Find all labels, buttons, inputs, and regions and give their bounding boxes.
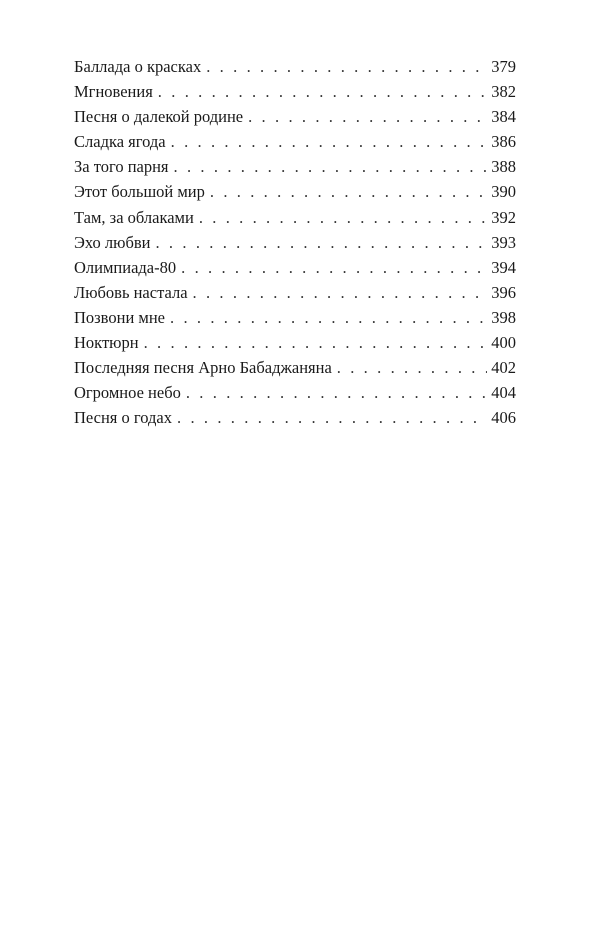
toc-entry	[74, 179, 516, 204]
toc-entry-page: 404	[491, 383, 516, 403]
toc-entry-page: 393	[491, 232, 516, 252]
toc-entry-title: Баллада о красках	[74, 57, 202, 76]
toc-entry-title: Мгновения	[74, 82, 153, 102]
toc-entry	[74, 129, 516, 154]
toc-entry-page: 382	[491, 82, 516, 102]
toc-dot-leader	[193, 280, 488, 305]
toc-dot-leader	[170, 305, 487, 330]
toc-entry-title: Песня о годах	[74, 408, 172, 428]
toc-entry	[74, 280, 516, 305]
toc-entry-title: Этот большой мир	[74, 182, 205, 202]
toc-entry-title: Последняя песня Арно Бабаджаняна	[74, 358, 332, 378]
toc-entry	[74, 255, 516, 280]
toc-entry-page: 386	[491, 132, 516, 152]
toc-entry-page: 388	[491, 157, 516, 177]
toc-entry	[74, 205, 516, 230]
toc-entry	[74, 305, 516, 330]
toc-dot-leader	[155, 230, 487, 255]
toc-dot-leader	[337, 355, 487, 380]
toc-entry-page: 396	[491, 282, 516, 302]
toc-entry-title: Огромное небо	[74, 383, 181, 403]
toc-dot-leader	[158, 79, 487, 104]
toc-entry-page: 402	[491, 358, 516, 378]
toc-entry	[74, 355, 516, 380]
toc-entry	[74, 79, 516, 104]
toc-entry-page: 384	[491, 107, 516, 127]
toc-dot-leader	[248, 104, 487, 129]
toc-entry-title: За того парня	[74, 157, 169, 177]
toc-entry	[74, 230, 516, 255]
toc-entry-title: Любовь настала	[74, 282, 188, 302]
toc-entry-page: 394	[491, 257, 516, 277]
toc-entry-title: Позвони мне	[74, 307, 165, 327]
toc-dot-leader	[186, 380, 487, 405]
toc-entry-title: Эхо любви	[74, 232, 151, 252]
toc-dot-leader	[177, 405, 487, 430]
toc-entry	[74, 380, 516, 405]
toc-dot-leader	[210, 179, 487, 204]
toc-entry-page: 406	[491, 408, 516, 428]
toc-entry-page: 400	[491, 333, 516, 353]
toc-entry-title: Ноктюрн	[74, 333, 139, 353]
toc-dot-leader	[174, 154, 488, 179]
toc-entry-page: 379	[491, 57, 516, 76]
toc-dot-leader	[144, 330, 488, 355]
toc-entry	[74, 330, 516, 355]
table-of-contents	[74, 54, 516, 430]
toc-dot-leader	[206, 54, 487, 79]
toc-entry-title: Там, за облаками	[74, 207, 194, 227]
toc-dot-leader	[171, 129, 488, 154]
toc-entry	[74, 104, 516, 129]
toc-entry	[74, 54, 516, 79]
toc-entry-page: 392	[491, 207, 516, 227]
toc-entry	[74, 154, 516, 179]
toc-dot-leader	[199, 205, 487, 230]
toc-entry-title: Сладка ягода	[74, 132, 166, 152]
toc-entry-title: Песня о далекой родине	[74, 107, 244, 127]
toc-entry-page: 390	[491, 182, 516, 202]
toc-entry-title: Олимпиада-80	[74, 257, 177, 277]
toc-entry	[74, 405, 516, 430]
toc-dot-leader	[181, 255, 487, 280]
toc-entry-page: 398	[491, 307, 516, 327]
